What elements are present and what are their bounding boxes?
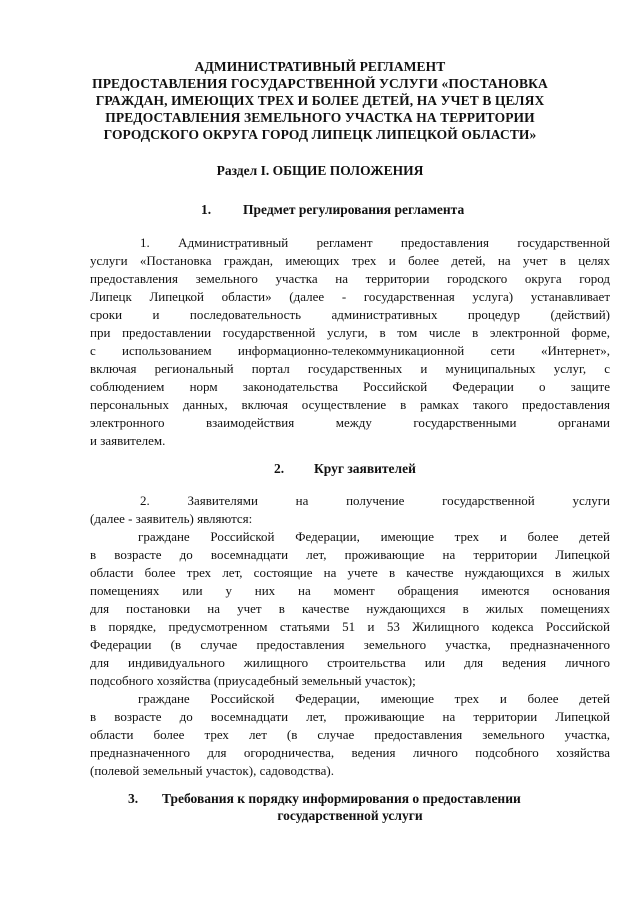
subsection-title-continued: государственной услуги: [277, 808, 423, 823]
text-line: 2. Заявителями на получение государственной услуги: [140, 493, 610, 508]
text-line: для индивидуального жилищного строительства или для ведения личного: [90, 655, 610, 670]
paragraph-1: [90, 234, 610, 450]
document-title: [70, 58, 570, 143]
text-line: в порядке, предусмотренном статьями 51 и 53 Жилищного кодекса Российской: [90, 619, 610, 634]
text-line: сроки и последовательность административных процедур (действий): [90, 307, 610, 322]
text-line: электронного взаимодействия между государственными органами: [90, 415, 610, 430]
text-line: для постановки на учет в качестве нуждающихся в жилых помещениях: [90, 601, 610, 616]
text-line: услуги «Постановка граждан, имеющих трех и более детей, на учет в целях: [90, 253, 610, 268]
text-line: 1. Административный регламент предоставления государственной: [140, 235, 610, 250]
text-line: (полевой земельный участок), садоводства).: [90, 763, 334, 778]
text-line: соблюдением норм законодательства Российской Федерации о защите: [90, 379, 610, 394]
subsection-number: 1.: [201, 202, 212, 217]
text-line: помещениях или у них на момент обращения имеются основания: [90, 583, 610, 598]
title-line: АДМИНИСТРАТИВНЫЙ РЕГЛАМЕНТ: [194, 59, 446, 74]
text-line: включая региональный портал государственных и муниципальных услуг, с: [90, 361, 610, 376]
subsection-number: 3.: [128, 791, 139, 806]
text-line: Федерации (в случае предоставления земельного участка, предназначенного: [90, 637, 610, 652]
text-line: Липецк Липецкой области» (далее - государственная услуга) устанавливает: [90, 289, 610, 304]
text-line: области более трех лет (в случае предоставления земельного участка,: [90, 727, 610, 742]
title-line: ГРАЖДАН, ИМЕЮЩИХ ТРЕХ И БОЛЕЕ ДЕТЕЙ, НА УЧЕТ В ЦЕЛЯХ: [95, 93, 545, 108]
text-line: (далее - заявитель) являются:: [90, 511, 253, 526]
subsection-title: Требования к порядку информирования о предоставлении: [162, 791, 521, 806]
text-line: граждане Российской Федерации, имеющие трех и более детей: [138, 529, 610, 544]
text-line: при предоставлении государственной услуги, в том числе в электронной форме,: [90, 325, 610, 340]
text-line: граждане Российской Федерации, имеющие трех и более детей: [138, 691, 610, 706]
text-line: подсобного хозяйства (приусадебный земельный участок);: [90, 673, 416, 688]
text-line: персональных данных, включая осуществление в рамках такого предоставления: [90, 397, 610, 412]
text-line: области более трех лет, состоящие на учете в качестве нуждающихся в жилых: [90, 565, 610, 580]
text-line: с использованием информационно-телекоммуникационной сети «Интернет»,: [90, 343, 610, 358]
text-line: в возрасте до восемнадцати лет, проживающие на территории Липецкой: [90, 547, 610, 562]
text-line: и заявителем.: [90, 433, 166, 448]
paragraph-2: [90, 492, 610, 780]
subsection-title: Круг заявителей: [314, 461, 416, 476]
text-line: предоставления земельного участка на территории городского округа город: [90, 271, 610, 286]
text-line: предназначенного для огородничества, ведения личного подсобного хозяйства: [90, 745, 610, 760]
subsection-number: 2.: [274, 461, 285, 476]
text-line: в возрасте до восемнадцати лет, проживающие на территории Липецкой: [90, 709, 610, 724]
subsection-title: Предмет регулирования регламента: [243, 202, 465, 217]
title-line: ГОРОДСКОГО ОКРУГА ГОРОД ЛИПЕЦК ЛИПЕЦКОЙ ОБЛАСТИ»: [103, 127, 537, 142]
title-line: ПРЕДОСТАВЛЕНИЯ ЗЕМЕЛЬНОГО УЧАСТКА НА ТЕРРИТОРИИ: [105, 110, 535, 125]
section-heading: Раздел I. ОБЩИЕ ПОЛОЖЕНИЯ: [216, 163, 424, 178]
title-line: ПРЕДОСТАВЛЕНИЯ ГОСУДАРСТВЕННОЙ УСЛУГИ «ПОСТАНОВКА: [92, 76, 548, 91]
